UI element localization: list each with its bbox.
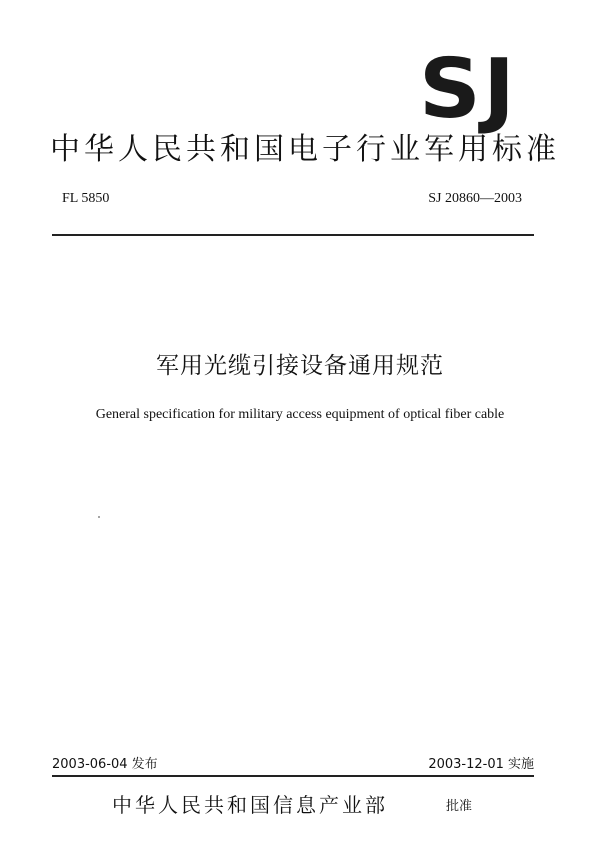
top-divider: [52, 234, 534, 236]
issuing-ministry: 中华人民共和国信息产业部: [112, 793, 388, 817]
standard-number: SJ 20860—2003: [428, 191, 522, 206]
classification-code: FL 5850: [62, 191, 110, 206]
issue-date: 2003-06-04 发布: [52, 757, 158, 772]
bottom-divider: [52, 775, 534, 777]
approval-label: 批准: [446, 799, 473, 814]
document-title-chinese: 军用光缆引接设备通用规范: [156, 353, 444, 379]
document-title-english: General specification for military access equipment of optical fiber cable: [95, 407, 505, 422]
scan-speck: [98, 516, 100, 518]
effective-date: 2003-12-01 实施: [428, 757, 534, 772]
sj-logo: SJ: [418, 42, 518, 137]
issuer-title: 中华人民共和国电子行业军用标准: [50, 132, 560, 167]
